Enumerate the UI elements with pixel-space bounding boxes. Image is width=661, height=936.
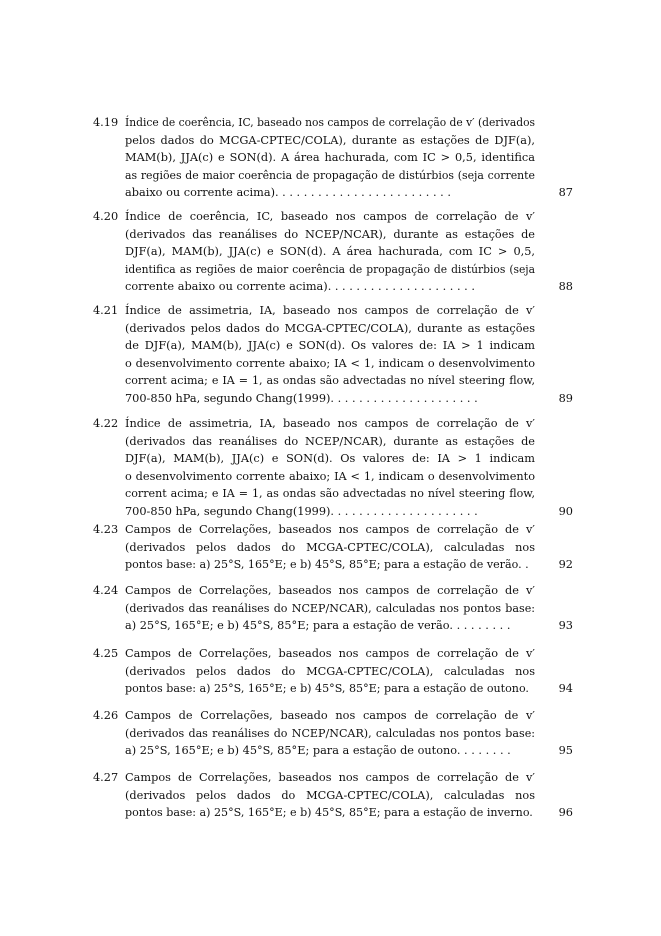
caption-line: de DJF(a), MAM(b), JJA(c) e SON(d). Os valores de: IA > 1 indicam	[125, 339, 535, 353]
caption-line: Campos de Correlações, baseados nos campos de correlação de v′	[125, 771, 535, 784]
page-number: 93	[558, 619, 573, 633]
page-number: 94	[558, 682, 573, 696]
figure-caption	[125, 582, 535, 635]
figure-entry	[93, 645, 573, 698]
caption-line: Campos de Correlações, baseado nos campos de correlação de v′	[125, 709, 535, 722]
caption-line: Índice de coerência, IC, baseado nos campos de correlação de v′	[125, 210, 535, 223]
figure-entry	[93, 769, 573, 822]
figure-number: 4.24	[93, 584, 119, 597]
page-number: 90	[558, 505, 573, 518]
figure-entry	[93, 208, 573, 296]
caption-line: DJF(a), MAM(b), JJA(c) e SON(d). A área hachurada, com IC > 0,5,	[125, 245, 535, 259]
figure-number: 4.26	[93, 709, 119, 722]
figure-entry	[93, 707, 573, 760]
caption-line: abaixo ou corrente acima). . . . . . . . . . . . . . . . . . . . . . . . .	[125, 186, 451, 200]
figure-caption	[125, 302, 535, 408]
caption-line: corrente abaixo ou corrente acima). . . . . . . . . . . . . . . . . . . . .	[125, 280, 475, 294]
figure-number: 4.21	[93, 304, 119, 317]
caption-line: a) 25°S, 165°E; e b) 45°S, 85°E; para a estação de outono. . . . . . . .	[125, 744, 511, 758]
page-number: 89	[558, 392, 573, 405]
caption-line: 700-850 hPa, segundo Chang(1999). . . . . . . . . . . . . . . . . . . . .	[125, 391, 478, 405]
caption-line: Campos de Correlações, baseados nos campos de correlação de v′	[125, 523, 535, 536]
caption-line: pontos base: a) 25°S, 165°E; e b) 45°S, 85°E; para a estação de verão. .	[125, 558, 529, 572]
figure-number: 4.23	[93, 523, 119, 536]
caption-line: pontos base: a) 25°S, 165°E; e b) 45°S, 85°E; para a estação de outono.	[125, 682, 529, 696]
caption-line: MAM(b), JJA(c) e SON(d). A área hachurada, com IC > 0,5, identifica	[125, 151, 535, 165]
caption-line: o desenvolvimento corrente abaixo; IA < 1, indicam o desenvolvimento	[125, 469, 535, 483]
caption-line: (derivados das reanálises do NCEP/NCAR), calculadas nos pontos base:	[125, 601, 535, 615]
figure-caption	[125, 707, 535, 760]
caption-line: (derivados pelos dados do MCGA-CPTEC/COLA), calculadas nos	[125, 540, 535, 554]
caption-line: 700-850 hPa, segundo Chang(1999). . . . . . . . . . . . . . . . . . . . .	[125, 504, 478, 518]
caption-line: (derivados das reanálises do NCEP/NCAR), calculadas nos pontos base:	[125, 726, 535, 740]
page-number: 95	[558, 744, 573, 758]
caption-line: pontos base: a) 25°S, 165°E; e b) 45°S, 85°E; para a estação de inverno.	[125, 806, 533, 820]
figure-caption	[125, 769, 535, 822]
figure-number: 4.19	[93, 116, 119, 129]
figure-caption	[125, 208, 535, 296]
caption-line: (derivados pelos dados do MCGA-CPTEC/COLA), calculadas nos	[125, 664, 535, 678]
caption-line: (derivados das reanálises do NCEP/NCAR), durante as estações de	[125, 434, 535, 448]
caption-line: Campos de Correlações, baseados nos campos de correlação de v′	[125, 647, 535, 660]
caption-line: identifica as regiões de maior coerência de propagação de distúrbios (seja	[125, 262, 535, 276]
caption-line: DJF(a), MAM(b), JJA(c) e SON(d). Os valores de: IA > 1 indicam	[125, 452, 535, 466]
caption-line: Campos de Correlações, baseados nos campos de correlação de v′	[125, 584, 535, 597]
figure-number: 4.22	[93, 417, 119, 430]
figure-caption	[125, 415, 535, 521]
figure-caption	[125, 645, 535, 698]
page-number: 92	[558, 558, 573, 572]
page-number: 88	[558, 280, 573, 294]
caption-line: Índice de assimetria, IA, baseado nos campos de correlação de v′	[125, 417, 535, 430]
figure-entry	[93, 302, 573, 408]
page-number: 96	[558, 806, 573, 820]
figure-number: 4.25	[93, 647, 119, 660]
caption-line: o desenvolvimento corrente abaixo; IA < 1, indicam o desenvolvimento	[125, 356, 535, 370]
caption-line: a) 25°S, 165°E; e b) 45°S, 85°E; para a estação de verão. . . . . . . . .	[125, 619, 511, 633]
figure-caption	[125, 521, 535, 574]
caption-line: (derivados pelos dados do MCGA-CPTEC/COLA), durante as estações	[125, 321, 535, 335]
caption-line: (derivados das reanálises do NCEP/NCAR), durante as estações de	[125, 227, 535, 241]
caption-line: corrent acima; e IA = 1, as ondas são advectadas no nível steering flow,	[125, 374, 535, 388]
caption-line: (derivados pelos dados do MCGA-CPTEC/COLA), calculadas nos	[125, 788, 535, 802]
figure-entry	[93, 114, 573, 202]
caption-line: Índice de coerência, IC, baseado nos campos de correlação de v′ (derivados	[125, 116, 535, 129]
figure-entry	[93, 415, 573, 521]
figure-entry	[93, 521, 573, 574]
caption-line: pelos dados do MCGA-CPTEC/COLA), durante as estações de DJF(a),	[125, 133, 535, 147]
caption-line: as regiões de maior coerência de propagação de distúrbios (seja corrente	[125, 168, 535, 182]
figure-entry	[93, 582, 573, 635]
figure-number: 4.27	[93, 771, 119, 784]
caption-line: Índice de assimetria, IA, baseado nos campos de correlação de v′	[125, 304, 535, 317]
caption-line: corrent acima; e IA = 1, as ondas são advectadas no nível steering flow,	[125, 487, 535, 501]
page-number: 87	[558, 186, 573, 200]
figure-number: 4.20	[93, 210, 119, 223]
figure-caption	[125, 114, 535, 202]
